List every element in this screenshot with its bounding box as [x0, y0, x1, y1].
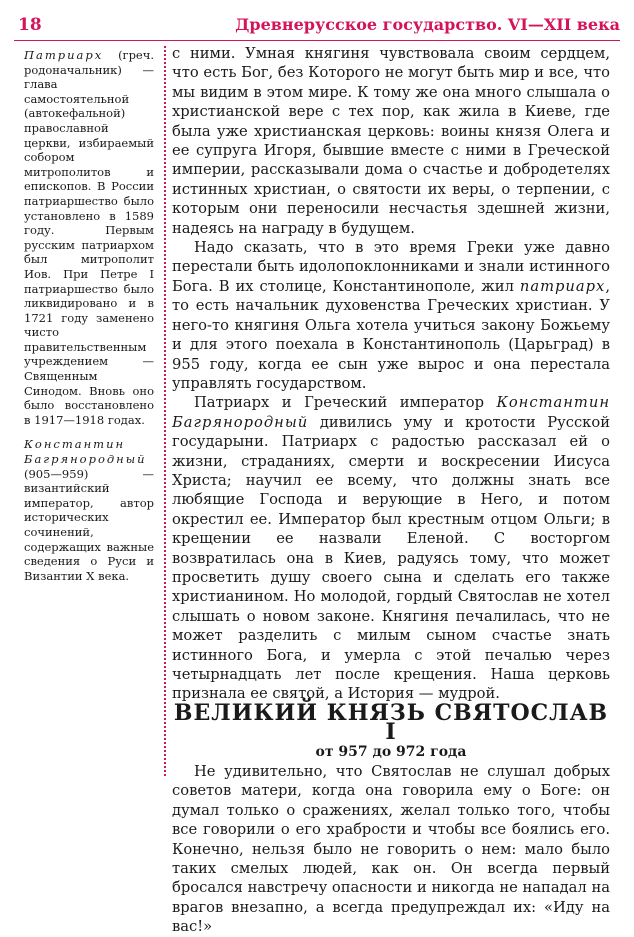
- emphasized-term: патриарх: [519, 277, 606, 295]
- text-run: , то есть начальник духовенства Греческих христиан. У него-то княгиня Ольга хотела учиться закону Божьему и для этого поехала в Константинополь (Царьград) в 955 году, когда ее сын уже вырос и она перестала управлять государством.: [172, 277, 611, 392]
- paragraph: [172, 238, 610, 393]
- glossary-note-konstantin: [24, 437, 154, 583]
- header-rule: [14, 40, 620, 41]
- column-divider: [164, 46, 166, 776]
- page-header: [0, 0, 634, 40]
- main-text: [172, 44, 610, 937]
- chapter-title: ВЕЛИКИЙ КНЯЗЬ СВЯТОСЛАВ I: [173, 699, 609, 746]
- glossary-definition: (греч. родоначальник) — глава самостоятельной (автокефальной) православной церкви, избираемый собором митрополитов и епископов. В России патриаршество было установлено в 1589 году. Первым русским патриархом был митрополит Иов. При Петре I патриаршество было ликвидировано и в 1721 году заменено чисто правительственным учреждением — Священным Синодом. Вновь оно было восстановлено в 1917—1918 годах.: [24, 48, 154, 427]
- paragraph: Не удивительно, что Святослав не слушал добрых советов матери, когда она говорила ему о Боге: он думал только о сражениях, желал только того, чтобы все говорили о его храбрости и чтобы все боялись его. Конечно, нельзя было не говорить о нем: мало было таких смелых людей, как он. Он всегда первый бросался навстречу опасности и никогда не нападал на врагов внезапно, а всегда предупреждал их: «Иду на вас!»: [172, 763, 610, 936]
- paragraph: [172, 393, 610, 704]
- emphasized-term: Константин Багрянородный: [172, 394, 610, 431]
- glossary-note-patriarch: [24, 48, 154, 427]
- glossary-term: Патриарх: [24, 48, 104, 62]
- sidebar-glossary: [24, 48, 154, 593]
- glossary-term: Константин Багрянородный: [24, 437, 147, 467]
- text-run: Патриарх и Греческий император: [194, 394, 484, 412]
- page-number: 18: [18, 15, 42, 35]
- running-title: Древнерусское государство. VI—XII века: [235, 15, 620, 34]
- chapter-dates: от 957 до 972 года: [315, 743, 467, 760]
- text-run: дивились уму и кротости Русской государыни. Патриарх с радостью рассказал ей о жизни, страданиях, смерти и воскресении Иисуса Христа; научил ее всему, что должны знать все любящие Господа и верующие в Него, и потом окрестил ее. Император был крестным отцом Ольги; в крещении ее назвали Еленой. С восторгом возвратилась она в Киев, радуясь тому, что может просветить душу своего сына и сделать его также христианином. Но молодой, гордый Святослав не хотел слышать о новом законе. Княгиня печалилась, что не может разделить с милым сыном счастье знать истинного Бога, и умерла с этой печалью через четырнадцать лет после крещения. Наша церковь признала ее святой, а История — мудрой.: [172, 413, 610, 703]
- paragraph: с ними. Умная княгиня чувствовала своим сердцем, что есть Бог, без Которого не могут быть мир и все, что мы видим в этом мире. К тому же она много слышала о христианской вере с тех пор, как жила в Киеве, где была уже христианская церковь: воины князя Олега и ее супруга Игоря, бывшие вместе с ними в Греческой империи, рассказывали дома о счастье и добродетелях истинных христиан, о святости их веры, о терпении, с которым они переносили несчастья здешней жизни, надеясь на награду в будущем.: [172, 45, 610, 237]
- text-run: Надо сказать, что в это время Греки уже давно перестали быть идолопоклонниками и знали истинного Бога. В их столице, Константинополе, жил: [172, 239, 610, 295]
- glossary-definition: (905—959) — византийский император, автор исторических сочинений, содержащих важные сведения о Руси и Византии X века.: [24, 466, 154, 583]
